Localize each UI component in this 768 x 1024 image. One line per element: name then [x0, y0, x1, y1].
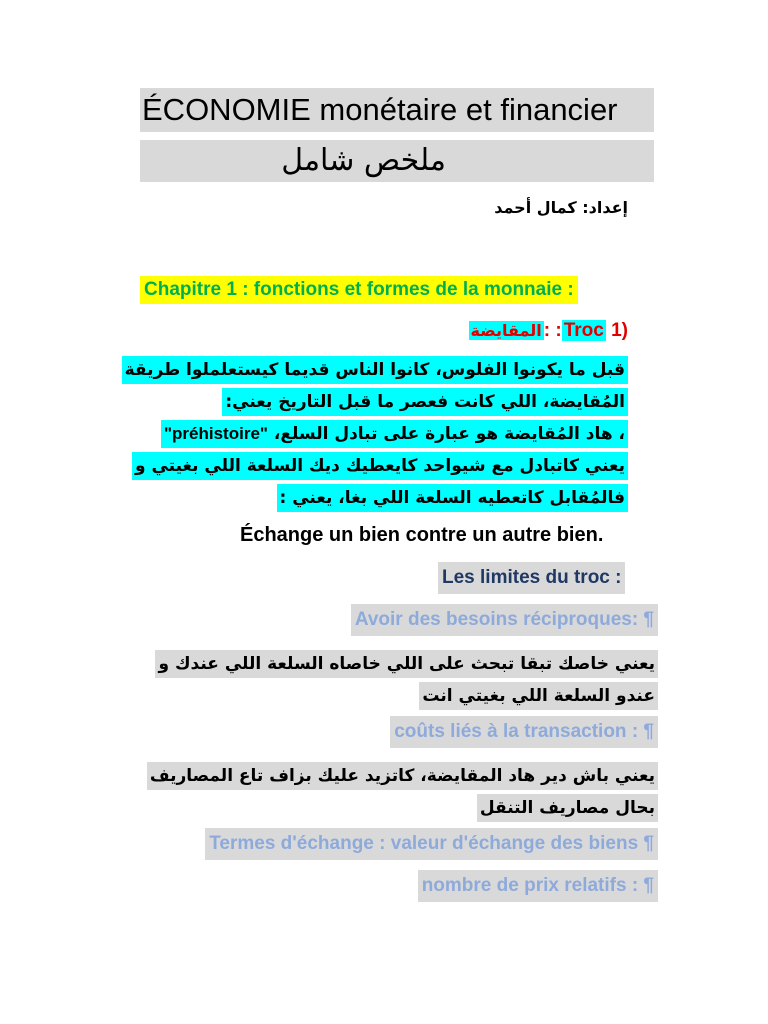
- intro-line-5: فالمُقابل كاتعطيه السلعة اللي بغا، يعني :: [277, 484, 628, 512]
- troc-definition: Échange un bien contre un autre bien.: [240, 524, 604, 546]
- section-number: 1): [611, 320, 628, 341]
- section-troc-heading: [469, 316, 628, 346]
- limit-1-heading: Avoir des besoins réciproques: ¶: [351, 604, 658, 636]
- intro-line-1: قبل ما يكونوا الفلوس، كانوا الناس قديما كيستعلملوا طريقة: [122, 356, 628, 384]
- author-line: إعداد: كمال أحمد: [494, 198, 628, 217]
- limit-3-heading: Termes d'échange : valeur d'échange des biens ¶: [205, 828, 658, 860]
- document-subtitle: ملخص شامل: [281, 143, 446, 178]
- chapter-heading: Chapitre 1 : fonctions et formes de la monnaie :: [140, 276, 578, 304]
- limit-2-heading: coûts liés à la transaction : ¶: [390, 716, 658, 748]
- document-title: ÉCONOMIE monétaire et financier: [140, 88, 654, 132]
- section-term-arabic: المقايضة: [470, 321, 542, 340]
- limit-2-line-1: يعني باش دير هاد المقايضة، كاتزيد عليك بزاف تاع المصاريف: [147, 762, 658, 790]
- limit-4-heading: nombre de prix relatifs : ¶: [418, 870, 658, 902]
- limit-1-line-1: يعني خاصك تبقا تبحث على اللي خاصاه السلعة اللي عندك و: [155, 650, 658, 678]
- section-colon-1: :: [555, 320, 562, 341]
- intro-line-2: المُقايضة، اللي كانت فعصر ما قبل التاريخ يعني:: [222, 388, 628, 416]
- section-colon-2: :: [543, 320, 551, 341]
- limit-2-line-2: بحال مصاريف التنقل: [477, 794, 658, 822]
- section-term-french: Troc: [563, 320, 604, 341]
- limit-1-line-2: عندو السلعة اللي بغيتي انت: [419, 682, 658, 710]
- intro-line-4: يعني كاتبادل مع شيواحد كايعطيك ديك السلعة اللي بغيتي و: [132, 452, 628, 480]
- intro-line-3-arabic: ، هاد المُقايضة هو عبارة على تبادل السلع،: [273, 424, 625, 444]
- limits-heading: Les limites du troc :: [438, 562, 625, 594]
- intro-line-3-french: "préhistoire": [163, 424, 268, 443]
- intro-line-3: [161, 420, 628, 448]
